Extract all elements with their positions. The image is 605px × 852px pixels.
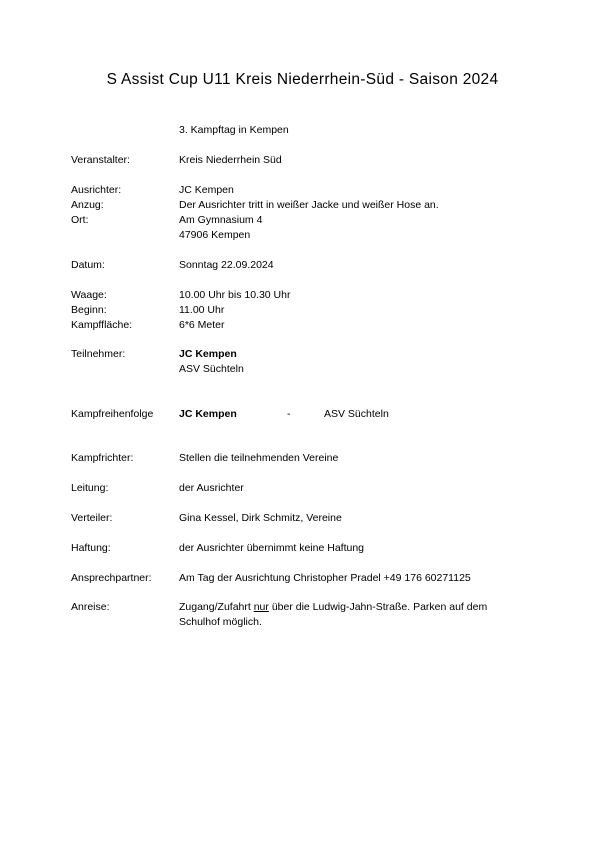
kampfreihenfolge-label: Kampfreihenfolge — [71, 408, 154, 420]
kampfrichter-value: Stellen die teilnehmenden Vereine — [179, 452, 339, 464]
teilnehmer-label: Teilnehmer: — [71, 348, 126, 360]
beginn-label: Beginn: — [71, 304, 107, 316]
waage-value: 10.00 Uhr bis 10.30 Uhr — [179, 289, 291, 301]
ausrichter-label: Ausrichter: — [71, 184, 122, 196]
anreise-text-2: über die Ludwig-Jahn-Straße. Parken auf dem — [268, 601, 488, 613]
anreise-text-1: Zugang/Zufahrt — [179, 601, 254, 613]
teilnehmer-team-2: ASV Süchteln — [179, 363, 244, 375]
kampfrichter-label: Kampfrichter: — [71, 452, 134, 464]
verteiler-label: Verteiler: — [71, 512, 113, 524]
ausrichter-value: JC Kempen — [179, 184, 234, 196]
anzug-value: Der Ausrichter tritt in weißer Jacke und weißer Hose an. — [179, 199, 439, 211]
leitung-label: Leitung: — [71, 482, 109, 494]
ansprechpartner-value: Am Tag der Ausrichtung Christopher Pradel +49 176 60271125 — [179, 572, 471, 584]
anzug-label: Anzug: — [71, 199, 104, 211]
teilnehmer-team-1: JC Kempen — [179, 348, 237, 360]
haftung-label: Haftung: — [71, 542, 111, 554]
anreise-label: Anreise: — [71, 601, 110, 613]
datum-label: Datum: — [71, 259, 105, 271]
kampfreihenfolge-away: ASV Süchteln — [324, 408, 389, 420]
waage-label: Waage: — [71, 289, 107, 301]
beginn-value: 11.00 Uhr — [179, 304, 225, 316]
verteiler-value: Gina Kessel, Dirk Schmitz, Vereine — [179, 512, 342, 524]
kampfflaeche-value: 6*6 Meter — [179, 319, 225, 331]
haftung-value: der Ausrichter übernimmt keine Haftung — [179, 542, 365, 554]
anreise-line-1 — [179, 600, 487, 615]
kampfflaeche-label: Kampffläche: — [71, 319, 133, 331]
veranstalter-label: Veranstalter: — [71, 154, 130, 166]
kampfreihenfolge-separator: - — [287, 408, 291, 420]
ansprechpartner-label: Ansprechpartner: — [71, 572, 152, 584]
veranstalter-value: Kreis Niederrhein Süd — [179, 154, 282, 166]
matchday-subtitle: 3. Kampftag in Kempen — [179, 124, 289, 136]
document-title: S Assist Cup U11 Kreis Niederrhein-Süd - Saison 2024 — [106, 71, 499, 88]
leitung-value: der Ausrichter — [179, 482, 244, 494]
ort-label: Ort: — [71, 214, 89, 226]
anreise-underlined: nur — [253, 601, 269, 613]
kampfreihenfolge-home: JC Kempen — [179, 408, 237, 420]
ort-city: 47906 Kempen — [179, 229, 251, 241]
anreise-line-2: Schulhof möglich. — [179, 616, 262, 628]
ort-street: Am Gymnasium 4 — [179, 214, 263, 226]
datum-value: Sonntag 22.09.2024 — [179, 259, 274, 271]
